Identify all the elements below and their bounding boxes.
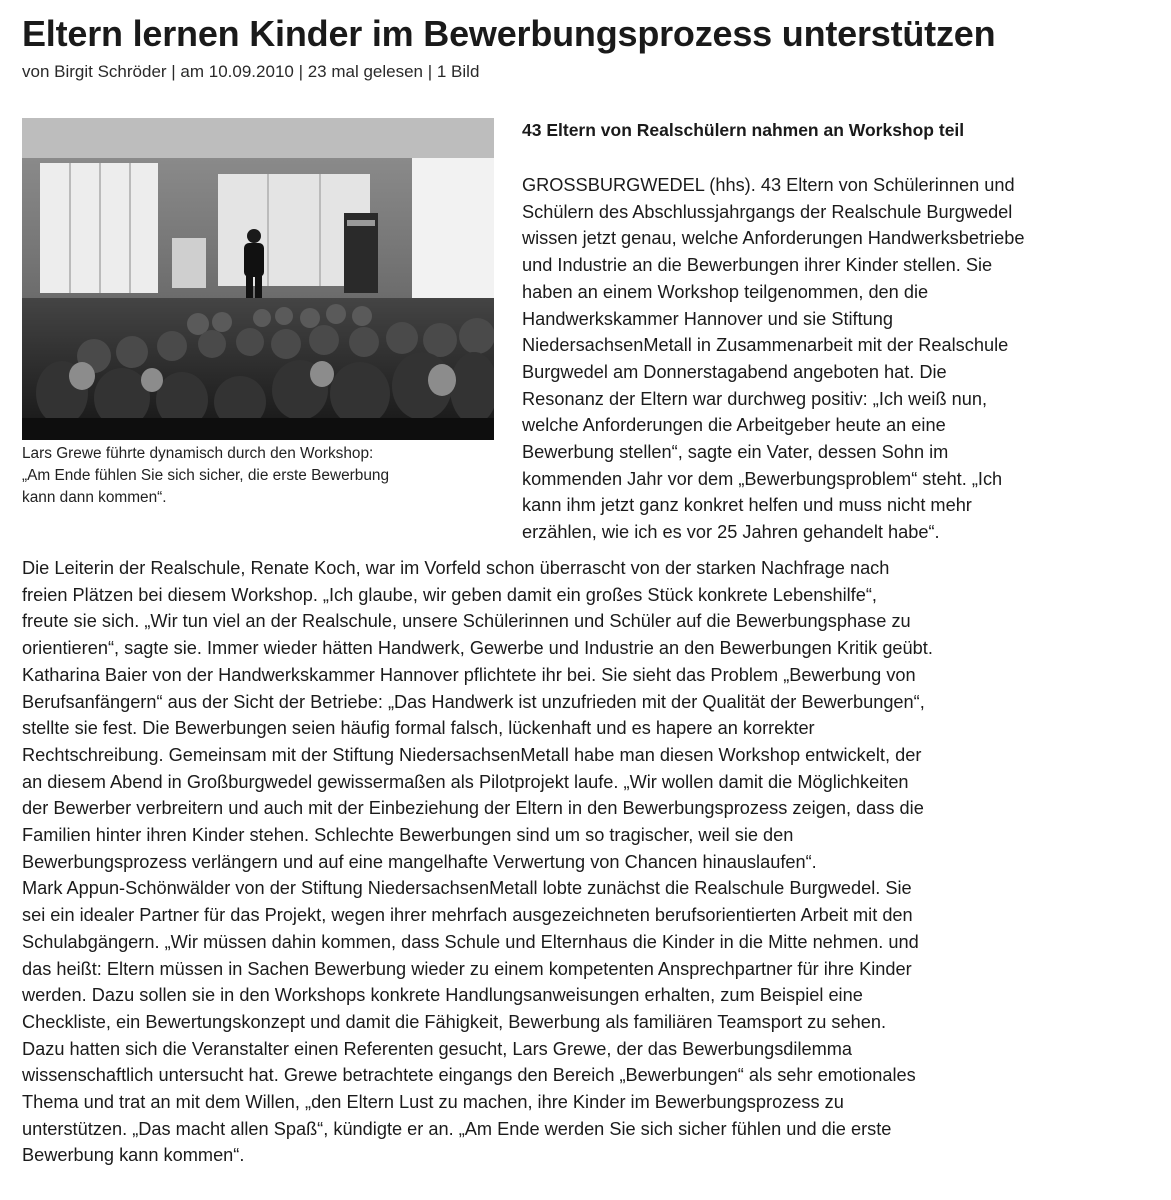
text-line: Die Leiterin der Realschule, Renate Koch, war im Vorfeld schon überrascht von der starken Nachfrage nach (22, 558, 890, 578)
text-line: der Bewerber verbreitern und auch mit der Einbeziehung der Eltern in den Bewerbungsprozess zeigen, dass die (22, 798, 924, 819)
text-line: Dazu hatten sich die Veranstalter einen Referenten gesucht, Lars Grewe, der das Bewerbungsdilemma (22, 1038, 853, 1059)
article-headline: Eltern lernen Kinder im Bewerbungsprozess unterstützen (22, 13, 996, 54)
article-subheadline: 43 Eltern von Realschülern nahmen an Workshop teil (522, 120, 965, 140)
text-line: kann ihm jetzt ganz konkret helfen und muss nicht mehr (522, 495, 972, 516)
text-line: Handwerkskammer Hannover und sie Stiftung (522, 308, 893, 329)
text-line: Checkliste, ein Bewertungskonzept und damit die Fähigkeit, Bewerbung als familiären Teamsport zu sehen. (22, 1011, 887, 1032)
text-line: freute sie sich. „Wir tun viel an der Realschule, unsere Schülerinnen und Schüler auf die Bewerbungsphase zu (22, 611, 911, 632)
caption-line: „Am Ende fühlen Sie sich sicher, die erste Bewerbung (22, 467, 390, 484)
text-line: freien Plätzen bei diesem Workshop. „Ich glaube, wir geben damit ein großes Stück konkrete Lebenshilfe“, (22, 584, 877, 605)
text-line: Bewerbung stellen“, sagte ein Vater, dessen Sohn im (522, 442, 949, 463)
text-line: Thema und trat an mit dem Willen, „den Eltern Lust zu machen, ihre Kinder im Bewerbungsprozess zu (22, 1092, 844, 1113)
text-line: stellte sie fest. Die Bewerbungen seien häufig formal falsch, lückenhaft und es hapere an korrekter (22, 718, 815, 739)
text-line: das heißt: Eltern müssen in Sachen Bewerbung wieder zu einem kompetenten Ansprechpartner für ihre Kinder (22, 958, 912, 979)
text-line: wissen jetzt genau, welche Anforderungen Handwerksbetriebe (522, 228, 1025, 249)
text-line: welche Anforderungen die Arbeitgeber heute an eine (522, 415, 946, 436)
column-text (522, 172, 1162, 546)
article-byline: von Birgit Schröder | am 10.09.2010 | 23 mal gelesen | 1 Bild (22, 62, 480, 81)
text-line: Bewerbungsprozess verlängern und auf eine mangelhafte Verwertung von Chancen hinauslaufen“. (22, 851, 817, 872)
text-line: und Industrie an die Bewerbungen ihrer Kinder stellen. Sie (522, 255, 993, 276)
body-text (22, 555, 1162, 1169)
text-line: Schülern des Abschlussjahrgangs der Realschule Burgwedel (522, 201, 1013, 222)
text-line: Familien hinter ihren Kinder stehen. Schlechte Bewerbungen sind um so tragischer, weil sie den (22, 825, 794, 846)
text-line: Rechtschreibung. Gemeinsam mit der Stiftung NiedersachsenMetall habe man diesen Workshop entwickelt, der (22, 744, 922, 765)
text-line: Berufsanfängern“ aus der Sicht der Betriebe: „Das Handwerk ist unzufrieden mit der Qualität der Bewerbungen“, (22, 691, 925, 712)
text-line: werden. Dazu sollen sie in den Workshops konkrete Handlungsanweisungen erhalten, zum Beispiel eine (22, 985, 863, 1006)
text-line: an diesem Abend in Großburgwedel gewissermaßen als Pilotprojekt laufe. „Wir wollen damit die Möglichkeiten (22, 771, 909, 792)
text-line: haben an einem Workshop teilgenommen, den die (522, 281, 929, 302)
text-line: Schulabgängern. „Wir müssen dahin kommen, dass Schule und Elternhaus die Kinder in die Mitte nehmen. und (22, 931, 919, 952)
text-line: Katharina Baier von der Handwerkskammer Hannover pflichtete ihr bei. Sie sieht das Problem „Bewerbung von (22, 664, 916, 685)
photo-caption (22, 443, 502, 509)
text-line: NiedersachsenMetall in Zusammenarbeit mit der Realschule (522, 335, 1009, 356)
text-line: unterstützen. „Das macht allen Spaß“, kündigte er an. „Am Ende werden Sie sich sicher fühlen und die erste (22, 1118, 892, 1139)
text-line: Mark Appun-Schönwälder von der Stiftung NiedersachsenMetall lobte zunächst die Realschule Burgwedel. Sie (22, 878, 912, 899)
text-line: GROSSBURGWEDEL (hhs). 43 Eltern von Schülerinnen und (522, 175, 1015, 195)
text-line: Resonanz der Eltern war durchweg positiv: „Ich weiß nun, (522, 388, 988, 409)
text-line: orientieren“, sagte sie. Immer wieder hätten Handwerk, Gewerbe und Industrie an den Bewerbungen Kritik geübt. (22, 638, 933, 659)
photo-image (22, 118, 494, 440)
caption-line: Lars Grewe führte dynamisch durch den Workshop: (22, 445, 374, 462)
text-line: Bewerbung kann kommen“. (22, 1145, 245, 1166)
text-line: kommenden Jahr vor dem „Bewerbungsproblem“ steht. „Ich (522, 468, 1003, 489)
text-line: wissenschaftlich untersucht hat. Grewe betrachtete eingangs den Bereich „Bewerbungen“ als sehr emotionales (22, 1065, 916, 1086)
text-line: sei ein idealer Partner für das Projekt, wegen ihrer mehrfach ausgezeichneten berufsorientierten Arbeit mit den (22, 905, 913, 926)
text-line: Burgwedel am Donnerstagabend angeboten hat. Die (522, 361, 947, 382)
text-line: erzählen, wie ich es vor 25 Jahren gehandelt habe“. (522, 522, 940, 543)
caption-line: kann dann kommen“. (22, 489, 167, 506)
